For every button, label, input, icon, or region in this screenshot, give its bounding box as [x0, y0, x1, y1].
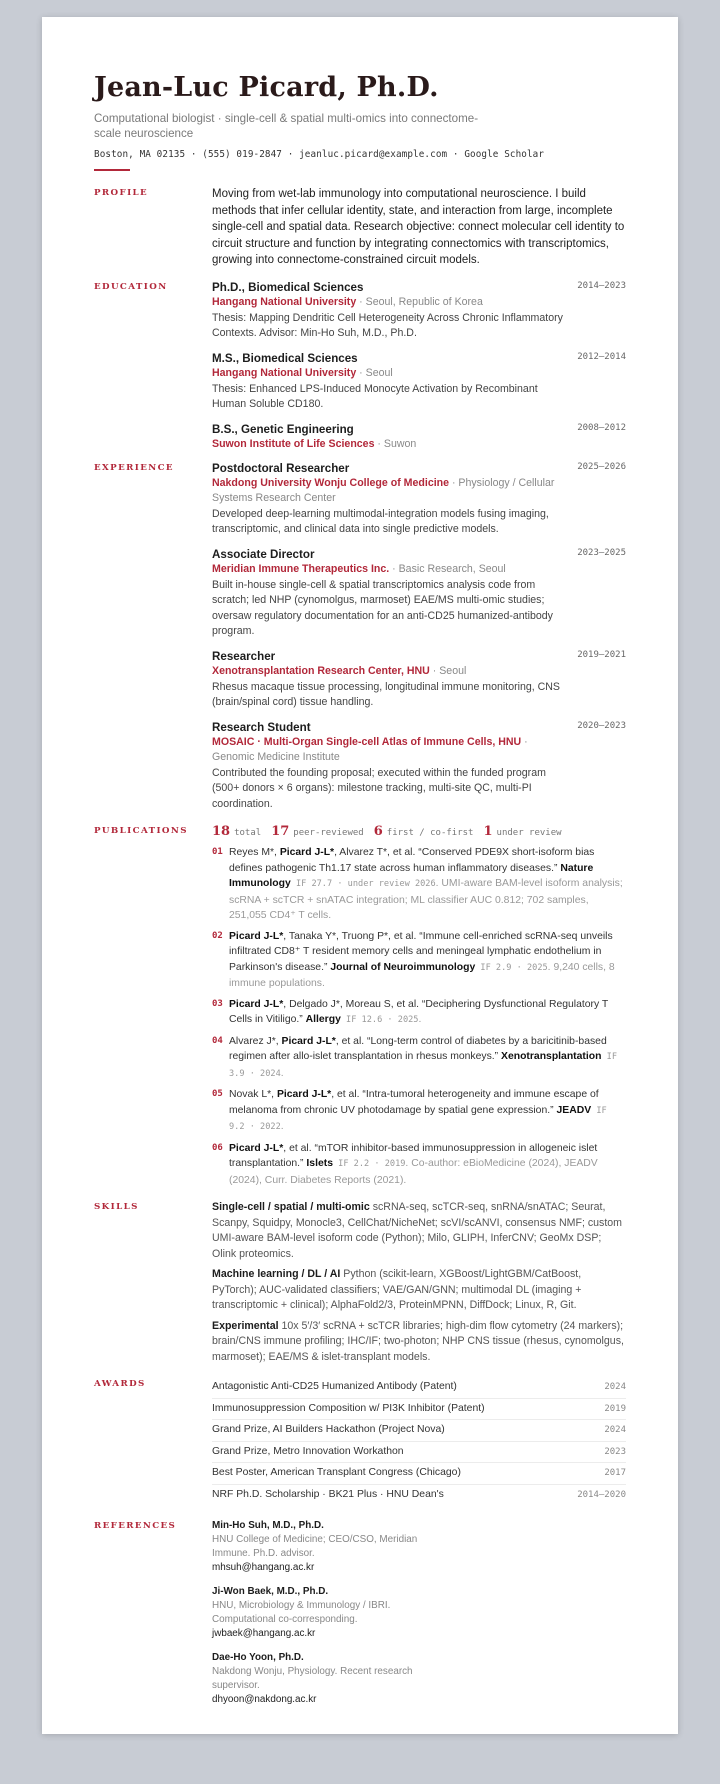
- entry-description: Rhesus macaque tissue processing, longitudinal immune monitoring, CNS (brain/spinal cord) tissue handling.: [212, 680, 561, 708]
- organization-name: MOSAIC · Multi-Organ Single-cell Atlas of Immune Cells, HNU: [212, 735, 522, 748]
- award-name: Immunosuppression Composition w/ PI3K Inhibitor (Patent): [212, 1402, 485, 1414]
- organization-name: Meridian Immune Therapeutics Inc.: [212, 562, 390, 575]
- institution-location: · Seoul: [356, 366, 393, 379]
- award-name: Grand Prize, AI Builders Hackathon (Project Nova): [212, 1424, 445, 1435]
- publication-number: 06: [212, 1142, 223, 1153]
- author-self: Picard J-L*: [279, 847, 335, 858]
- experience-entry: [212, 547, 626, 640]
- education-section: [94, 280, 626, 452]
- organization-line: [212, 476, 572, 506]
- date-range: 2012–2014: [577, 351, 626, 362]
- tagline: Computational biologist · single-cell & spatial multi-omics into connectome-scale neuroscience: [94, 112, 479, 140]
- skill-text: 10x 5′/3′ scRNA + scTCR libraries; high-dim flow cytometry (24 markers); brain/CNS immune profiling; IHC/IF; two-photon; NHP CNS tissue (rhesus, cynomolgus, marmoset); EAE/MS & islet-transplant models.: [212, 1319, 624, 1363]
- references-section: [94, 1519, 626, 1717]
- section-label-references: REFERENCES: [94, 1521, 177, 1531]
- references-list: [212, 1519, 626, 1717]
- organization-detail: · Basic Research, Seoul: [389, 562, 506, 575]
- authors-before: Alvarez J*,: [229, 1035, 282, 1047]
- authors-title: , et al. “Intra-tumoral heterogeneity and immune escape of melanoma from chronic UV photodamage by spatial gene expression.”: [229, 1089, 599, 1116]
- author-self: Picard J-L*: [276, 1089, 332, 1100]
- publication-notes: . 9,240 cells, 8 immune populations.: [229, 961, 615, 989]
- education-entry: [212, 280, 626, 342]
- journal-name: Islets: [306, 1158, 333, 1169]
- author-self: Picard J-L*: [229, 930, 284, 942]
- organization-name: Nakdong University Wonju College of Medicine: [212, 476, 450, 489]
- award-year: 2023: [604, 1446, 626, 1457]
- job-title: Associate Director: [212, 547, 315, 561]
- education-entry: [212, 351, 626, 413]
- award-year: 2017: [604, 1468, 626, 1478]
- reference-card: [212, 1519, 424, 1575]
- candidate-name: Jean-Luc Picard, Ph.D.: [94, 72, 439, 103]
- publication-notes: .: [418, 1014, 422, 1025]
- award-row: [212, 1485, 626, 1506]
- authors-before: Reyes M*,: [229, 847, 280, 858]
- degree-title: Ph.D., Biomedical Sciences: [212, 280, 364, 294]
- section-label-skills: SKILLS: [94, 1202, 139, 1212]
- skills-section: [94, 1200, 626, 1365]
- impact-factor: IF 2.2 · 2019: [332, 1159, 406, 1169]
- journal-name: Nature Immunology: [229, 862, 594, 889]
- award-name: Antagonistic Anti-CD25 Humanized Antibody (Patent): [212, 1381, 457, 1392]
- section-label-publications: PUBLICATIONS: [94, 826, 188, 836]
- organization-name: Xenotransplantation Research Center, HNU: [212, 664, 430, 677]
- section-label-experience: EXPERIENCE: [94, 462, 174, 473]
- experience-section: [94, 461, 626, 813]
- authors-title: , et al. “mTOR inhibitor-based immunosuppression in allogeneic islet transplantation.”: [229, 1142, 598, 1169]
- stat-number: 18: [212, 824, 231, 839]
- institution-line: [212, 366, 572, 381]
- stat-label: peer-reviewed: [293, 828, 364, 838]
- resume-page: [42, 17, 678, 1734]
- institution-line: [212, 437, 572, 452]
- skill-group: [212, 1267, 626, 1314]
- publication-item: [212, 1034, 626, 1083]
- reference-email[interactable]: jwbaek@hangang.ac.kr: [212, 1628, 316, 1639]
- experience-entry: [212, 649, 626, 711]
- accent-rule: [94, 169, 130, 171]
- reference-card: [212, 1651, 424, 1707]
- degree-title: M.S., Biomedical Sciences: [212, 351, 358, 365]
- authors-title: , Tanaka Y*, Truong P*, et al. “Immune cell-enriched scRNA-seq unveils infiltrated CD8⁺ T resident memory cells and meningeal lymphatic endothelium in Parkinson's disease.”: [229, 930, 613, 973]
- date-range: 2008–2012: [577, 422, 626, 433]
- award-name: Best Poster, American Transplant Congress (Chicago): [212, 1467, 461, 1478]
- publication-notes: .: [280, 1121, 284, 1132]
- journal-name: Xenotransplantation: [501, 1051, 602, 1062]
- authors-title: , et al. “Long-term control of diabetes by a baricitinib-based regimen after allo-islet transplantation in rhesus monkeys.”: [229, 1035, 607, 1062]
- impact-factor: IF 27.7 · under review 2026: [290, 879, 436, 889]
- skill-text: scRNA-seq, scTCR-seq, snRNA/snATAC; Seurat, Scanpy, Squidpy, Monocle3, CellChat/NicheNet; scVI/scANVI, consensus NMF; custom UMI-aware BAM-level isoform code (Python); Milo, GLIPH, InferCNV; GeoMx DSP; Olink proteomics.: [212, 1201, 622, 1260]
- impact-factor: IF 9.2 · 2022: [229, 1105, 607, 1132]
- award-year: 2014–2020: [577, 1489, 626, 1500]
- impact-factor: IF 2.9 · 2025: [475, 962, 548, 973]
- award-name: NRF Ph.D. Scholarship · BK21 Plus · HNU Dean's: [212, 1488, 444, 1500]
- entry-description: Thesis: Mapping Dendritic Cell Heterogeneity Across Chronic Inflammatory Contexts. Advisor: Min-Ho Suh, M.D., Ph.D.: [212, 311, 563, 339]
- institution-name: Hangang National University: [212, 295, 357, 308]
- organization-detail: · Physiology / Cellular Systems Research Center: [212, 476, 555, 504]
- award-name: Grand Prize, Metro Innovation Workathon: [212, 1445, 404, 1457]
- publication-notes: . UMI-aware BAM-level isoform analysis; scRNA + scTCR + snATAC integration; ML classifier AUC 0.812; 702 samples, 251,055 CD4⁺ T cells.: [229, 878, 623, 921]
- degree-title: B.S., Genetic Engineering: [212, 422, 354, 436]
- experience-list: [212, 461, 626, 813]
- award-year: 2024: [604, 1382, 626, 1392]
- organization-line: [212, 562, 572, 577]
- entry-description: Thesis: Enhanced LPS-Induced Monocyte Activation by Recombinant Human Soluble CD180.: [212, 382, 538, 410]
- award-year: 2019: [604, 1403, 626, 1414]
- institution-line: [212, 295, 572, 310]
- institution-name: Suwon Institute of Life Sciences: [212, 437, 375, 450]
- skill-heading: Single-cell / spatial / multi-omic: [212, 1201, 370, 1213]
- organization-detail: · Genomic Medicine Institute: [212, 735, 528, 763]
- contact-line: Boston, MA 02135 · (555) 019-2847 · jeanluc.picard@example.com · Google Scholar: [94, 149, 545, 160]
- reference-affiliation: HNU College of Medicine; CEO/CSO, Meridian Immune. Ph.D. advisor.: [212, 1534, 418, 1559]
- publication-number: 01: [212, 847, 223, 857]
- entry-description: Built in-house single-cell & spatial transcriptomics analysis code from scratch; led NHP (cynomolgus, marmoset) EAE/MS multi-omic studies; oversaw regulatory documentation for an anti-CD25 humanized-antibody program.: [212, 578, 553, 637]
- section-label-education: EDUCATION: [94, 281, 168, 292]
- stat-label: total: [234, 828, 262, 838]
- journal-name: Allergy: [305, 1014, 341, 1025]
- profile-text: Moving from wet-lab immunology into computational neuroscience. I build methods that infer cellular identity, state, and interaction from large, incomplete single-cell and spatial data. Research objective: connect molecular cell identity to circuit structure and function by integrating connectomics with transcriptomics, growing into connectome-constrained circuit models.: [212, 188, 625, 266]
- section-label-profile: PROFILE: [94, 188, 149, 198]
- publication-notes: .: [280, 1067, 284, 1079]
- award-row: [212, 1463, 626, 1485]
- experience-entry: [212, 461, 626, 538]
- stat-label: under review: [496, 828, 562, 838]
- entry-description: Contributed the founding proposal; executed within the funded program (500+ donors × 6 organs): milestone tracking, multi-site QC, multi-PI coordination.: [212, 766, 546, 810]
- author-self: Picard J-L*: [229, 998, 284, 1010]
- impact-factor: IF 3.9 · 2024: [229, 1052, 617, 1079]
- awards-section: [94, 1377, 626, 1505]
- reference-name: Ji-Won Baek, M.D., Ph.D.: [212, 1586, 329, 1597]
- award-row: [212, 1420, 626, 1442]
- organization-line: [212, 735, 572, 765]
- publication-list: [212, 845, 626, 1188]
- award-row: [212, 1442, 626, 1464]
- job-title: Postdoctoral Researcher: [212, 461, 350, 475]
- reference-name: Dae-Ho Yoon, Ph.D.: [212, 1652, 304, 1663]
- date-range: 2023–2025: [577, 547, 626, 558]
- date-range: 2025–2026: [577, 461, 626, 472]
- publications-section: [94, 824, 626, 1188]
- publication-number: 05: [212, 1089, 223, 1099]
- award-year: 2024: [604, 1425, 626, 1435]
- skill-group: [212, 1200, 626, 1262]
- publication-number: 03: [212, 998, 223, 1009]
- reference-email[interactable]: mhsuh@hangang.ac.kr: [212, 1562, 315, 1573]
- publication-number: 02: [212, 930, 223, 941]
- organization-detail: · Seoul: [429, 664, 467, 677]
- publication-item: [212, 997, 626, 1029]
- skills-list: [212, 1200, 626, 1365]
- publication-stats: [212, 824, 626, 839]
- skill-group: [212, 1319, 626, 1366]
- authors-title: , Delgado J*, Moreau S, et al. “Deciphering Dysfunctional Regulatory T Cells in Vitiligo.”: [229, 998, 609, 1025]
- publication-item: [212, 929, 626, 992]
- section-label-awards: AWARDS: [94, 1379, 146, 1389]
- publication-notes: . Co-author: eBioMedicine (2024), JEADV (2024), Curr. Diabetes Reports (2021).: [229, 1158, 598, 1186]
- skill-text: Python (scikit-learn, XGBoost/LightGBM/CatBoost, PyTorch); AUC-validated classifiers; VAE/GAN/GNN; multimodal DL (imaging + transcriptomic + clinical); AlphaFold2/3, ProteinMPNN, DiffDock; Linux, R, Git.: [212, 1268, 582, 1311]
- publication-item: [212, 845, 626, 924]
- publication-item: [212, 1087, 626, 1136]
- job-title: Researcher: [212, 649, 276, 663]
- experience-entry: [212, 720, 626, 813]
- impact-factor: IF 12.6 · 2025: [340, 1015, 419, 1025]
- skill-heading: Machine learning / DL / AI: [212, 1268, 341, 1280]
- education-entry: [212, 422, 626, 452]
- authors-before: Novak L*,: [229, 1089, 277, 1100]
- journal-name: Journal of Neuroimmunology: [330, 961, 476, 973]
- date-range: 2014–2023: [577, 280, 626, 291]
- publication-number: 04: [212, 1035, 223, 1046]
- author-self: Picard J-L*: [229, 1142, 284, 1154]
- stat-number: 1: [483, 824, 493, 839]
- profile-section: [94, 186, 626, 269]
- skill-heading: Experimental: [212, 1319, 279, 1332]
- reference-card: [212, 1585, 424, 1641]
- authors-title: , Alvarez T*, et al. “Conserved PDE9X short-isoform bias defines pathogenic Th1.17 state across human inflammatory diseases.”: [229, 847, 595, 874]
- resume-content: [94, 71, 626, 1717]
- award-row: [212, 1399, 626, 1421]
- reference-email[interactable]: dhyoon@nakdong.ac.kr: [212, 1694, 317, 1705]
- reference-affiliation: HNU, Microbiology & Immunology / IBRI. Computational co-corresponding.: [212, 1600, 391, 1625]
- award-row: [212, 1377, 626, 1399]
- institution-location: · Suwon: [374, 437, 417, 450]
- awards-list: [212, 1377, 626, 1505]
- stat-label: first / co-first: [386, 828, 474, 838]
- job-title: Research Student: [212, 720, 311, 734]
- date-range: 2020–2023: [577, 720, 626, 731]
- institution-name: Hangang National University: [212, 366, 357, 379]
- education-list: [212, 280, 626, 452]
- journal-name: JEADV: [556, 1104, 592, 1116]
- author-self: Picard J-L*: [281, 1035, 336, 1047]
- reference-affiliation: Nakdong Wonju, Physiology. Recent research supervisor.: [212, 1666, 413, 1691]
- entry-description: Developed deep-learning multimodal-integration models fusing imaging, transcriptomic, and clinical data into single predictive models.: [212, 507, 549, 535]
- stat-number: 17: [271, 824, 290, 839]
- institution-location: · Seoul, Republic of Korea: [356, 295, 483, 308]
- date-range: 2019–2021: [577, 649, 626, 660]
- stat-number: 6: [373, 824, 383, 839]
- organization-line: [212, 664, 572, 679]
- publication-item: [212, 1141, 626, 1189]
- reference-name: Min-Ho Suh, M.D., Ph.D.: [212, 1520, 324, 1531]
